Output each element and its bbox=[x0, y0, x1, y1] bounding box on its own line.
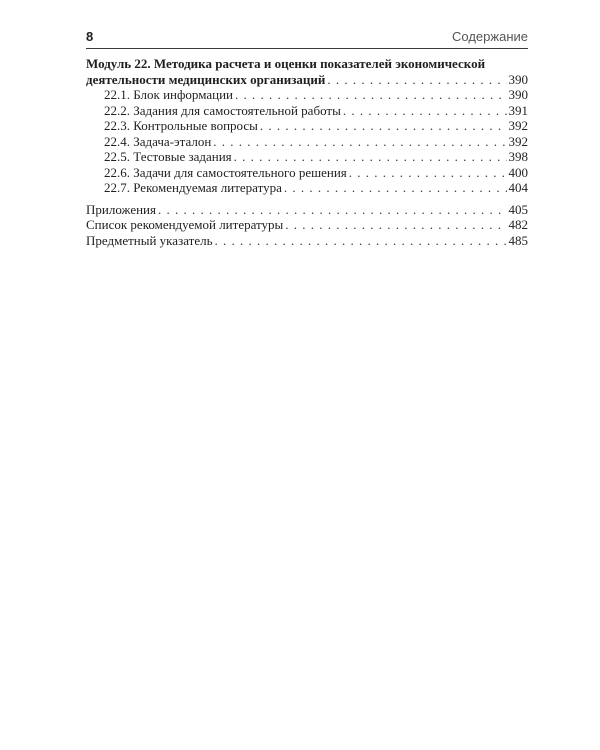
dot-leader bbox=[234, 149, 507, 165]
toc-entry-appendices[interactable] bbox=[86, 202, 528, 218]
toc-entry-page: 485 bbox=[508, 232, 528, 248]
toc-entry-page: 398 bbox=[508, 149, 528, 164]
toc-entry-22-1[interactable] bbox=[86, 87, 528, 103]
toc-entry-page: 404 bbox=[508, 180, 528, 195]
toc-entry-22-4[interactable] bbox=[86, 134, 528, 150]
dot-leader bbox=[349, 165, 507, 181]
toc-entry-22-2[interactable] bbox=[86, 103, 528, 119]
toc-entry-label: Приложения bbox=[86, 201, 156, 217]
toc-entry-label: 22.5. Тестовые задания bbox=[104, 149, 232, 164]
dot-leader bbox=[213, 134, 506, 150]
toc-entry-page: 391 bbox=[508, 102, 528, 118]
page-number: 8 bbox=[86, 29, 94, 44]
dot-leader bbox=[343, 103, 507, 119]
toc-entry-label: 22.4. Задача-эталон bbox=[104, 133, 212, 149]
dot-leader bbox=[285, 217, 506, 233]
toc-entry-label: 22.2. Задания для самостоятельной работы bbox=[104, 102, 341, 118]
toc-entry-22-3[interactable] bbox=[86, 118, 528, 134]
module-entry[interactable] bbox=[86, 72, 528, 88]
toc-entry-page: 482 bbox=[508, 217, 528, 232]
module-title-line-1: Модуль 22. Методика расчета и оценки показателей экономической bbox=[86, 56, 486, 71]
toc-entry-22-7[interactable] bbox=[86, 180, 528, 196]
module-page-number: 390 bbox=[508, 71, 528, 87]
toc-entry-page: 400 bbox=[508, 164, 528, 180]
dot-leader bbox=[158, 202, 507, 218]
running-header bbox=[86, 28, 528, 49]
toc-entry-bibliography[interactable] bbox=[86, 217, 528, 233]
toc-entry-page: 392 bbox=[508, 133, 528, 149]
module-title-line-2: деятельности медицинских организаций bbox=[86, 71, 326, 87]
toc-entry-subject-index[interactable] bbox=[86, 233, 528, 249]
dot-leader bbox=[260, 118, 507, 134]
dot-leader bbox=[327, 72, 506, 88]
toc-entry-22-6[interactable] bbox=[86, 165, 528, 181]
toc-entry-page: 392 bbox=[508, 118, 528, 133]
dot-leader bbox=[215, 233, 507, 249]
toc-entry-22-5[interactable] bbox=[86, 149, 528, 165]
toc-entry-label: 22.3. Контрольные вопросы bbox=[104, 118, 258, 133]
toc-entry-label: 22.1. Блок информации bbox=[104, 87, 234, 102]
table-of-contents bbox=[86, 56, 528, 248]
toc-entry-label: 22.7. Рекомендуемая литература bbox=[104, 180, 282, 195]
toc-entry-label: Предметный указатель bbox=[86, 232, 213, 248]
toc-entry-label: Список рекомендуемой литературы bbox=[86, 217, 284, 232]
toc-entry-page: 405 bbox=[508, 201, 528, 217]
dot-leader bbox=[284, 180, 507, 196]
running-head-title: Содержание bbox=[452, 29, 528, 44]
dot-leader bbox=[235, 87, 506, 103]
toc-entry-label: 22.6. Задачи для самостоятельного решения bbox=[104, 164, 347, 180]
toc-entry-page: 390 bbox=[508, 87, 528, 102]
